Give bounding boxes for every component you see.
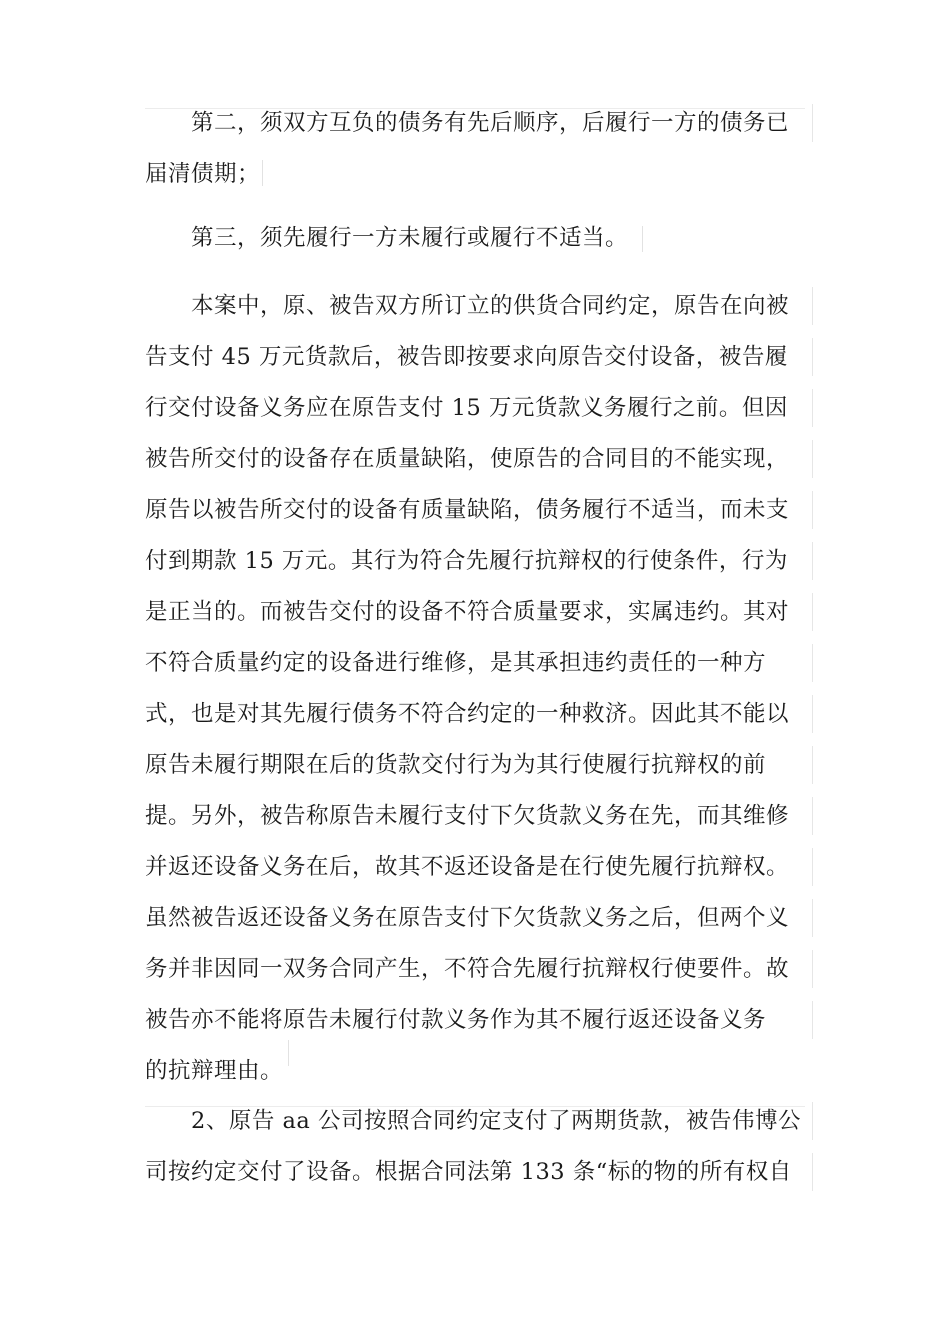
paragraph-3 (145, 280, 813, 1096)
text-line: 式，也是对其先履行债务不符合约定的一种救济。因此其不能以 (145, 688, 813, 739)
text-line: 虽然被告返还设备义务在原告支付下欠货款义务之后，但两个义 (145, 892, 813, 943)
faint-rule (145, 108, 805, 109)
paragraph-4 (145, 1095, 813, 1197)
text-line: 的抗辩理由。 (145, 1058, 284, 1084)
text-line: 不符合质量约定的设备进行维修，是其承担违约责任的一种方 (145, 637, 813, 688)
text-line: 被告所交付的设备存在质量缺陷，使原告的合同目的不能实现， (145, 433, 813, 484)
text-line: 司按约定交付了设备。根据合同法第 133 条“标的物的所有权自 (145, 1146, 813, 1197)
text-line: 并返还设备义务在后，故其不返还设备是在行使先履行抗辩权。 (145, 841, 813, 892)
text-line: 付到期款 15 万元。其行为符合先履行抗辩权的行使条件，行为 (145, 535, 813, 586)
text-line: 原告以被告所交付的设备有质量缺陷，债务履行不适当，而未支 (145, 484, 813, 535)
faint-tick (642, 226, 643, 252)
faint-tick (262, 160, 263, 186)
text-line: 第二，须双方互负的债务有先后顺序，后履行一方的债务已 (145, 97, 813, 148)
text-line: 提。另外，被告称原告未履行支付下欠货款义务在先，而其维修 (145, 790, 813, 841)
faint-rule (145, 1106, 805, 1107)
text-line: 被告亦不能将原告未履行付款义务作为其不履行返还设备义务 (145, 994, 813, 1045)
text-line: 行交付设备义务应在原告支付 15 万元货款义务履行之前。但因 (145, 382, 813, 433)
paragraph-1 (145, 97, 813, 199)
paragraph-2 (145, 212, 813, 263)
text-line: 务并非因同一双务合同产生，不符合先履行抗辩权行使要件。故 (145, 943, 813, 994)
text-line: 告支付 45 万元货款后，被告即按要求向原告交付设备，被告履 (145, 331, 813, 382)
text-line: 本案中，原、被告双方所订立的供货合同约定，原告在向被 (145, 280, 813, 331)
text-line: 届清债期； (145, 161, 261, 187)
text-line: 是正当的。而被告交付的设备不符合质量要求，实属违约。其对 (145, 586, 813, 637)
faint-tick (288, 1040, 289, 1066)
text-line: 2、原告 aa 公司按照合同约定支付了两期货款，被告伟博公 (145, 1095, 813, 1146)
text-line: 原告未履行期限在后的货款交付行为为其行使履行抗辩权的前 (145, 739, 813, 790)
text-line: 第三，须先履行一方未履行或履行不适当。 (191, 225, 629, 251)
